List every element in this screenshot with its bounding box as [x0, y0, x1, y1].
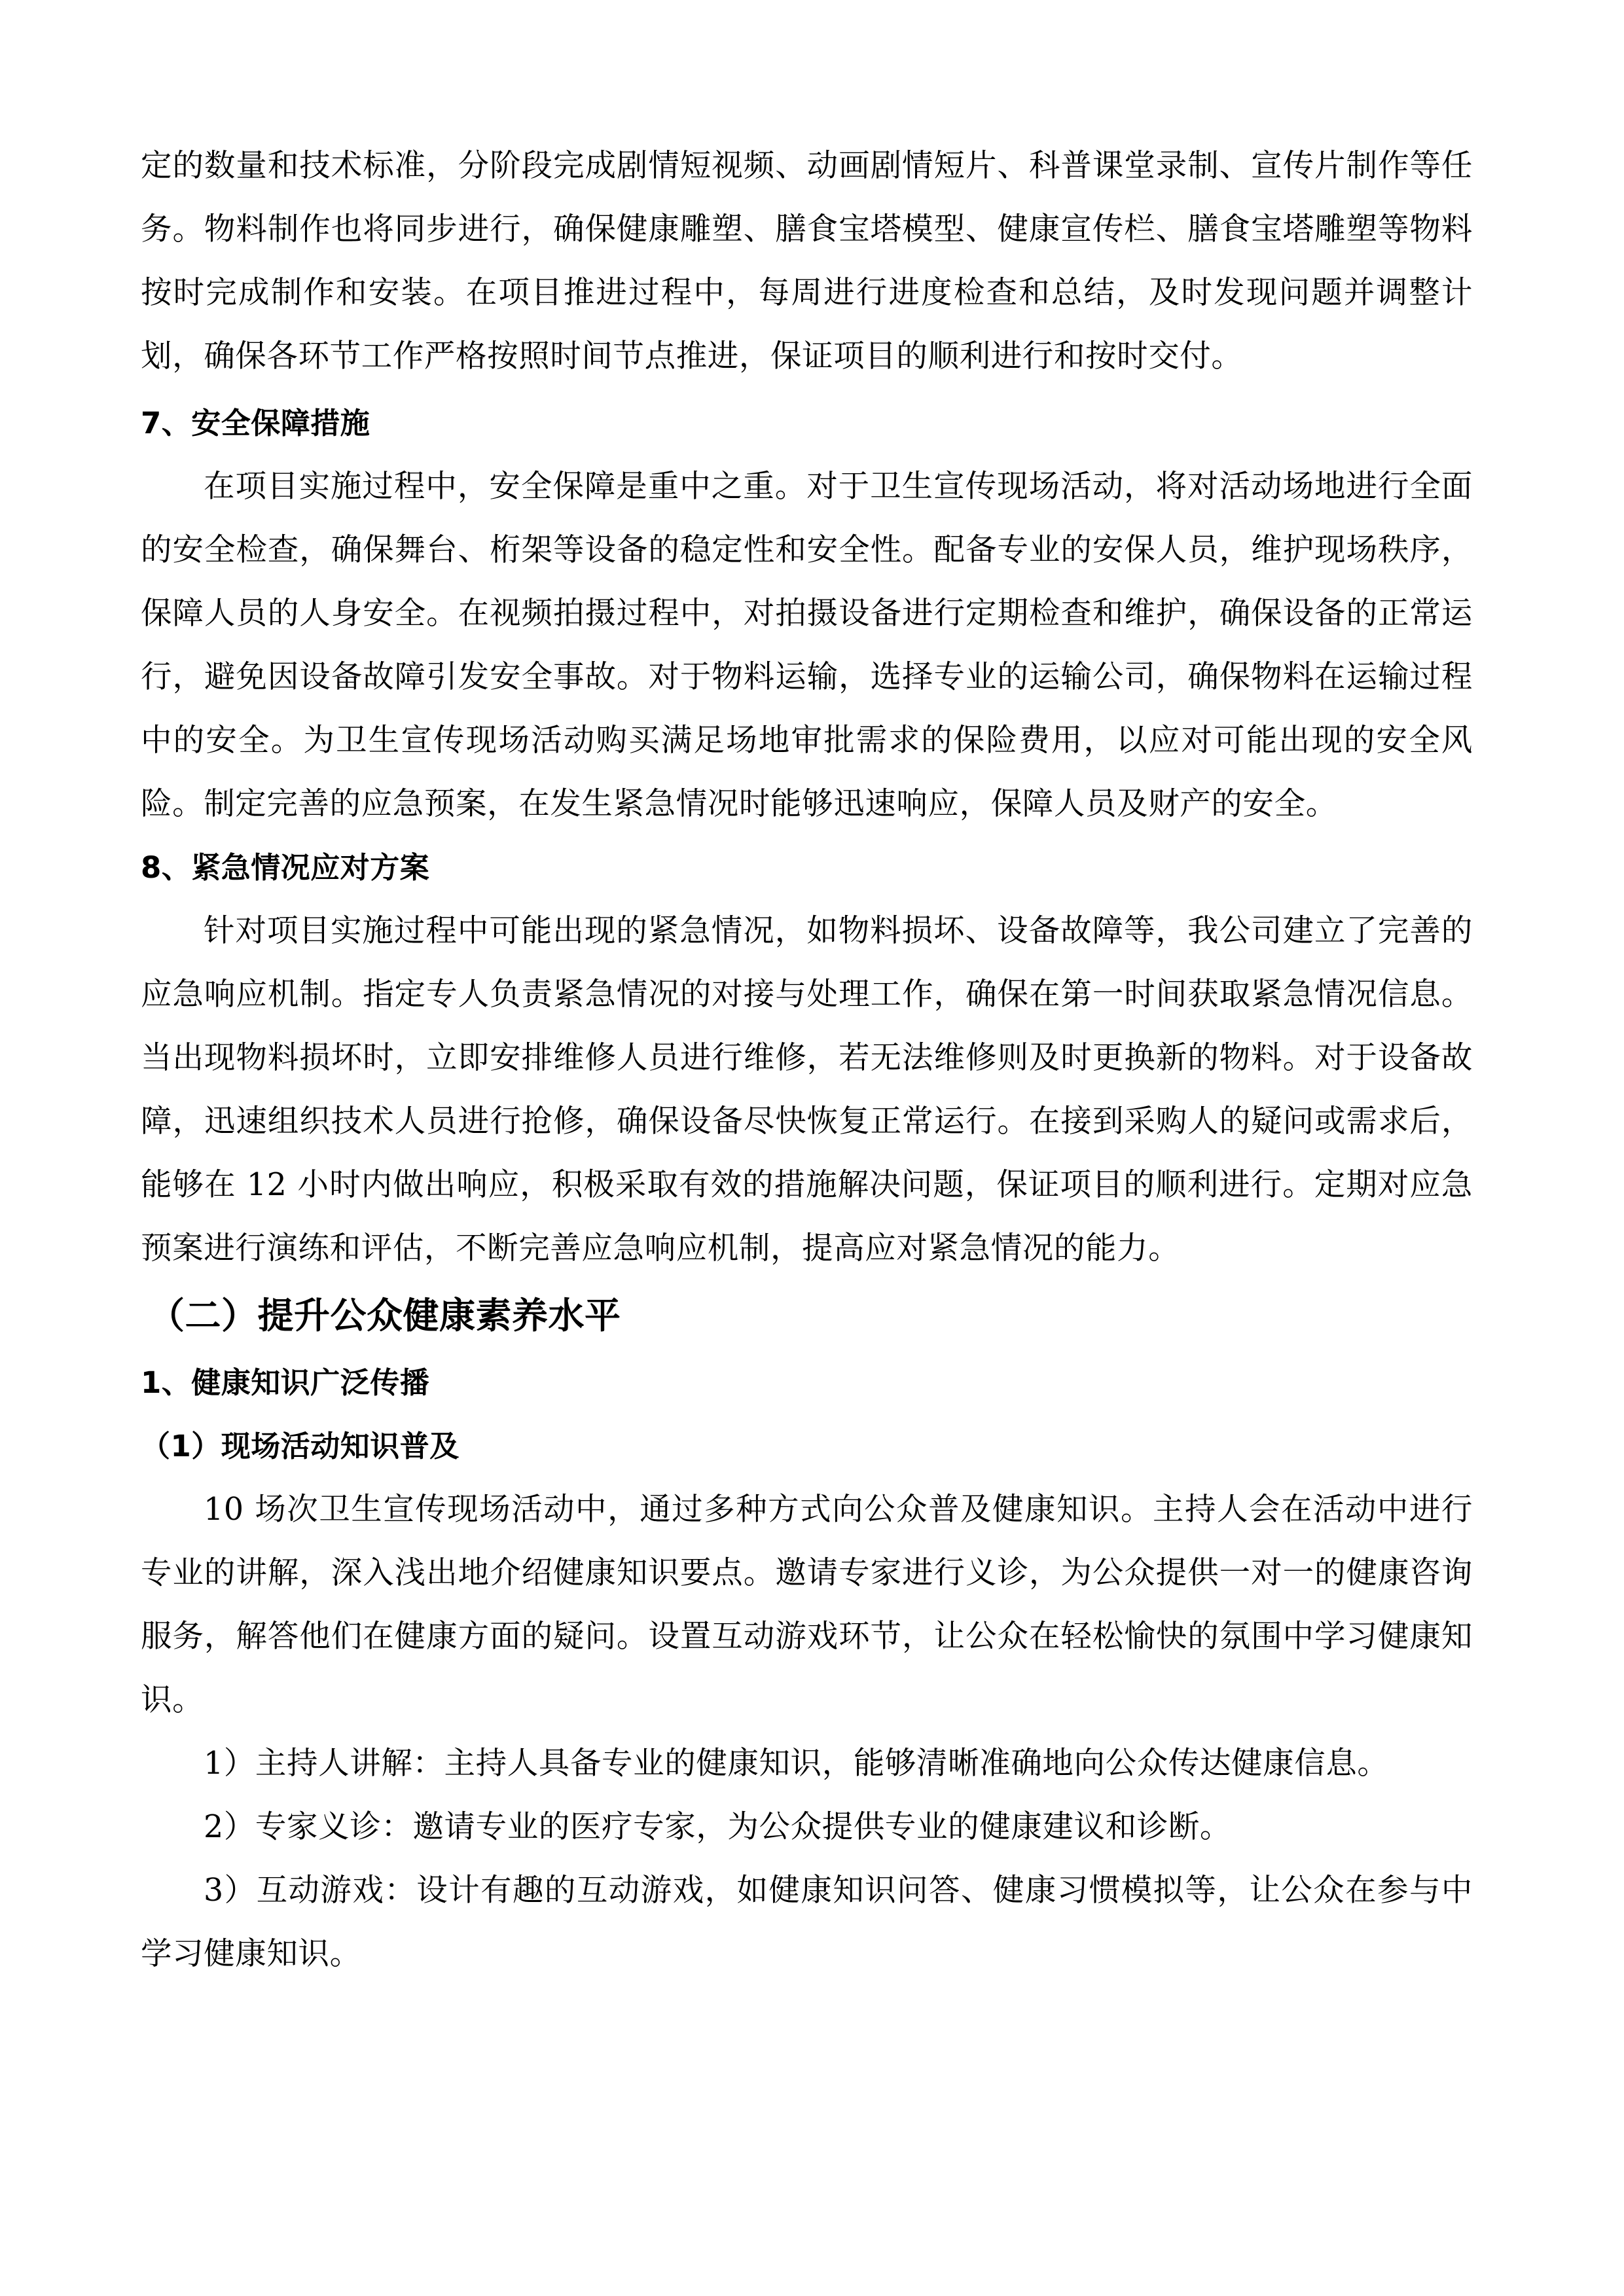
- heading-2-1-1-onsite-activity: （1）现场活动知识普及: [141, 1429, 460, 1463]
- list-item: 3）互动游戏：设计有趣的互动游戏，如健康知识问答、健康习惯模拟等，让公众在参与中学习健康知识。: [141, 1873, 1473, 1972]
- list-item: 2）专家义诊：邀请专业的医疗专家，为公众提供专业的健康建议和诊断。: [204, 1809, 1232, 1845]
- heading-7-safety-measures: 7、安全保障措施: [141, 406, 370, 440]
- list-item: 1）主持人讲解：主持人具备专业的健康知识，能够清晰准确地向公众传达健康信息。: [204, 1746, 1389, 1782]
- paragraph-2-1-1-onsite-activity: 10 场次卫生宣传现场活动中，通过多种方式向公众普及健康知识。主持人会在活动中进行专业的讲解，深入浅出地介绍健康知识要点。邀请专家进行义诊，为公众提供一对一的健康咨询服务，解答他们在健康方面的疑问。设置互动游戏环节，让公众在轻松愉快的氛围中学习健康知识。: [141, 1492, 1473, 1718]
- continued-paragraph: 定的数量和技术标准，分阶段完成剧情短视频、动画剧情短片、科普课堂录制、宣传片制作等任务。物料制作也将同步进行，确保健康雕塑、膳食宝塔模型、健康宣传栏、膳食宝塔雕塑等物料按时完成制作和安装。在项目推进过程中，每周进行进度检查和总结，及时发现问题并调整计划，确保各环节工作严格按照时间节点推进，保证项目的顺利进行和按时交付。: [141, 148, 1473, 374]
- heading-8-emergency-plan: 8、紧急情况应对方案: [141, 850, 430, 885]
- heading-2-1-knowledge-dissemination: 1、健康知识广泛传播: [141, 1365, 430, 1400]
- document-body: [141, 134, 1473, 1986]
- paragraph-7-safety-measures: 在项目实施过程中，安全保障是重中之重。对于卫生宣传现场活动，将对活动场地进行全面的安全检查，确保舞台、桁架等设备的稳定性和安全性。配备专业的安保人员，维护现场秩序，保障人员的人身安全。在视频拍摄过程中，对拍摄设备进行定期检查和维护，确保设备的正常运行，避免因设备故障引发安全事故。对于物料运输，选择专业的运输公司，确保物料在运输过程中的安全。为卫生宣传现场活动购买满足场地审批需求的保险费用，以应对可能出现的安全风险。制定完善的应急预案，在发生紧急情况时能够迅速响应，保障人员及财产的安全。: [141, 469, 1473, 822]
- paragraph-8-emergency-plan: 针对项目实施过程中可能出现的紧急情况，如物料损坏、设备故障等，我公司建立了完善的应急响应机制。指定专人负责紧急情况的对接与处理工作，确保在第一时间获取紧急情况信息。当出现物料损坏时，立即安排维修人员进行维修，若无法维修则及时更换新的物料。对于设备故障，迅速组织技术人员进行抢修，确保设备尽快恢复正常运行。在接到采购人的疑问或需求后，能够在 12 小时内做出响应，积极采取有效的措施解决问题，保证项目的顺利进行。定期对应急预案进行演练和评估，不断完善应急响应机制，提高应对紧急情况的能力。: [141, 913, 1473, 1266]
- heading-section-two: （二）提升公众健康素养水平: [149, 1295, 621, 1336]
